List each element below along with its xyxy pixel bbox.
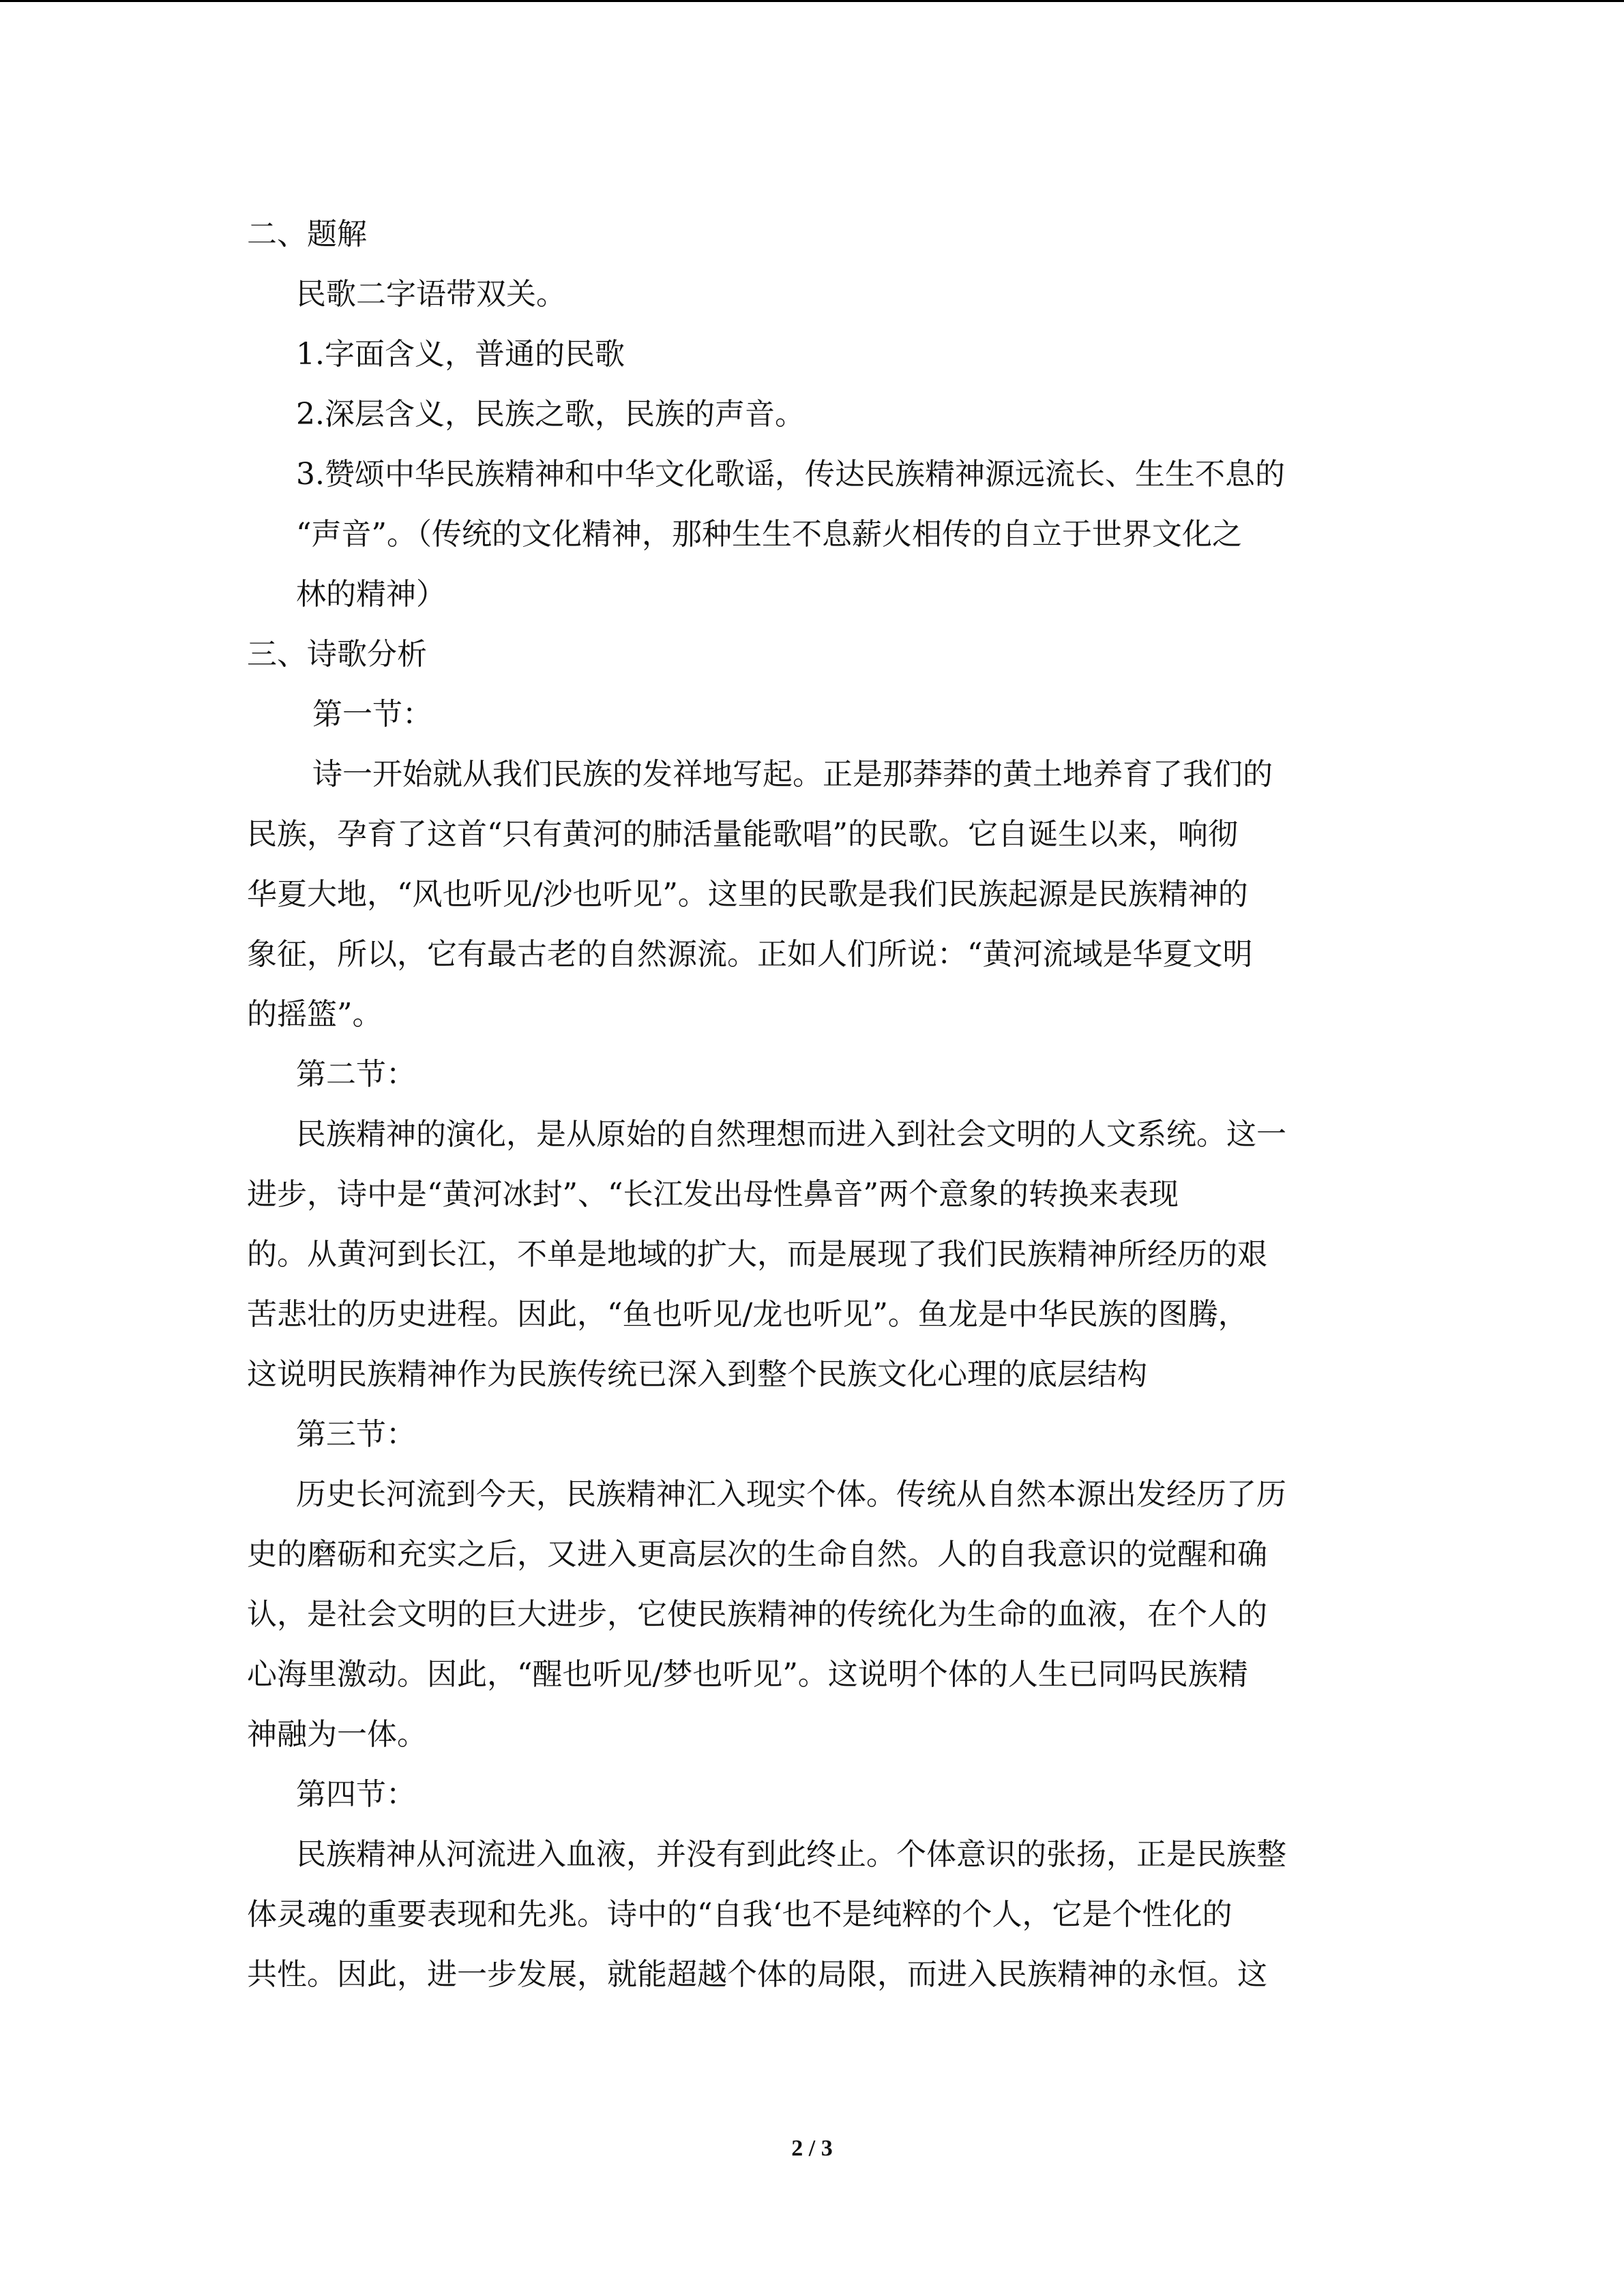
- paragraph-line: 心海里激动。因此，“醒也听见/梦也听见”。这说明个体的人生已同吗民族精: [247, 1657, 1248, 1692]
- page-top-border: [0, 0, 1624, 2]
- paragraph-line: 民族精神从河流进入血液，并没有到此终止。个体意识的张扬，正是民族整: [296, 1837, 1286, 1872]
- paragraph-line: 民族精神的演化，是从原始的自然理想而进入到社会文明的人文系统。这一: [296, 1117, 1286, 1152]
- paragraph-line: 华夏大地，“风也听见/沙也听见”。这里的民歌是我们民族起源是民族精神的: [247, 877, 1248, 912]
- list-item-continued: 林的精神）: [296, 577, 446, 612]
- page-number: 2 / 3: [791, 2136, 833, 2161]
- paragraph-line: 认，是社会文明的巨大进步，它使民族精神的传统化为生命的血液，在个人的: [247, 1597, 1267, 1632]
- paragraph-line: 这说明民族精神作为民族传统已深入到整个民族文化心理的底层结构: [247, 1357, 1147, 1392]
- subsection-heading-3: 第三节：: [296, 1417, 416, 1452]
- subsection-heading-4: 第四节：: [296, 1777, 416, 1812]
- paragraph-line: 体灵魂的重要表现和先兆。诗中的“自我‘也不是纯粹的个人，它是个性化的: [247, 1897, 1232, 1932]
- list-item-continued: “声音”。（传统的文化精神，那种生生不息薪火相传的自立于世界文化之: [296, 517, 1242, 552]
- paragraph-line: 历史长河流到今天，民族精神汇入现实个体。传统从自然本源出发经历了历: [296, 1477, 1286, 1512]
- subsection-heading-1: 第一节：: [312, 697, 432, 732]
- document-body: [247, 205, 1379, 2005]
- paragraph-line: 民族，孕育了这首“只有黄河的肺活量能歌唱”的民歌。它自诞生以来，响彻: [247, 817, 1238, 852]
- paragraph-line: 进步，诗中是“黄河冰封”、“长江发出母性鼻音”两个意象的转换来表现: [247, 1177, 1179, 1212]
- paragraph-line: 苦悲壮的历史进程。因此，“鱼也听见/龙也听见”。鱼龙是中华民族的图腾，: [247, 1297, 1248, 1332]
- paragraph-line: 的摇篮”。: [247, 997, 383, 1032]
- paragraph-line: 共性。因此，进一步发展，就能超越个体的局限，而进入民族精神的永恒。这: [247, 1957, 1267, 1992]
- paragraph-line: 神融为一体。: [247, 1717, 427, 1752]
- section-heading-2: 二、题解: [247, 217, 367, 252]
- list-item: 2.深层含义，民族之歌，民族的声音。: [296, 397, 805, 432]
- subsection-heading-2: 第二节：: [296, 1057, 416, 1092]
- list-item: 3.赞颂中华民族精神和中华文化歌谣，传达民族精神源远流长、生生不息的: [296, 457, 1285, 492]
- list-item: 1.字面含义，普通的民歌: [296, 337, 625, 372]
- paragraph-line: 诗一开始就从我们民族的发祥地写起。正是那莽莽的黄土地养育了我们的: [312, 757, 1273, 792]
- paragraph-line: 象征，所以，它有最古老的自然源流。正如人们所说：“黄河流域是华夏文明: [247, 937, 1253, 972]
- paragraph-line: 的。从黄河到长江，不单是地域的扩大，而是展现了我们民族精神所经历的艰: [247, 1237, 1267, 1272]
- section-heading-3: 三、诗歌分析: [247, 637, 427, 672]
- paragraph-line: 民歌二字语带双关。: [296, 277, 566, 312]
- paragraph-line: 史的磨砺和充实之后，又进入更高层次的生命自然。人的自我意识的觉醒和确: [247, 1537, 1267, 1572]
